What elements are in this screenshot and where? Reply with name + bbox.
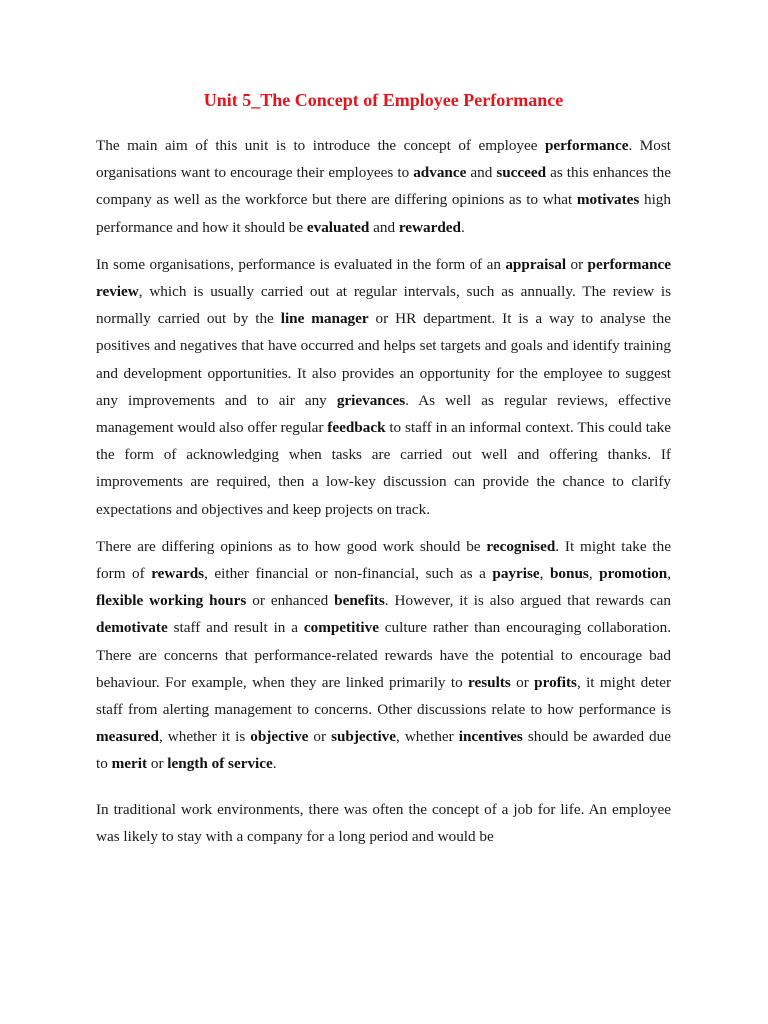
text-run: . (272, 755, 277, 773)
text-run: . Most organisations want to encourage their employees to (96, 137, 671, 182)
text-run: culture rather than encouraging collaboration. There are concerns that performance-related rewards have the potential to encourage bad behaviour. For example, when they are linked primarily to (96, 619, 672, 691)
text-run: There are differing opinions as to how good work should be (96, 537, 487, 555)
bold-term: rewards (151, 565, 205, 583)
text-run: The main aim of this unit is to introduce the concept of employee (96, 137, 545, 154)
bold-term: promotion (599, 565, 668, 583)
bold-term: flexible working hours (96, 592, 247, 610)
bold-term: payrise (492, 565, 540, 583)
bold-term: demotivate (96, 619, 168, 637)
bold-term: appraisal (505, 255, 567, 273)
bold-term: performance review (96, 255, 672, 301)
bold-term: bonus (549, 565, 589, 583)
text-run: as this enhances the company as well as the workforce but there are differing opinions as to what (96, 164, 671, 209)
text-run: or HR department. It is a way to analyse the positives and negatives that have occurred and helps set targets and goals and identify training and development opportunities. It also provides an opportunity for the employee to suggest any improvements and to air any (96, 310, 671, 409)
text-run: staff and result in a (167, 619, 304, 637)
paragraph-appraisal (96, 251, 671, 523)
bold-term: evaluated (306, 218, 370, 236)
bold-term: performance (544, 137, 629, 154)
text-run: . It might take the form of (96, 537, 671, 583)
bold-term: rewarded (398, 218, 461, 236)
text-run: , (667, 565, 672, 583)
text-run: and (369, 218, 399, 236)
bold-term: competitive (303, 619, 379, 637)
text-run: , whether (396, 728, 459, 746)
text-run: or (308, 728, 332, 746)
text-run: . As well as regular reviews, effective management would also offer regular (96, 391, 671, 437)
bold-term: benefits (334, 592, 385, 610)
text-run: , either financial or non-financial, such as a (204, 565, 493, 583)
text-run: high performance and how it should be (96, 191, 671, 236)
text-run: , (588, 565, 600, 583)
bold-term: incentives (458, 728, 523, 746)
bold-term: grievances (336, 391, 406, 409)
bold-term: length of service (167, 755, 273, 773)
text-run: and (466, 164, 497, 182)
text-run: , which is usually carried out at regular intervals, such as annually. The review is normally carried out by the (96, 283, 671, 328)
text-run: should be awarded due to (96, 728, 671, 773)
text-run: , it might deter staff from alerting management to concerns. Other discussions relate to how performance is (96, 673, 672, 719)
text-run: . However, it is also argued that rewards can (384, 592, 671, 610)
bold-term: merit (111, 755, 148, 773)
paragraph-job-for-life (96, 796, 671, 850)
text-run: . (461, 218, 465, 236)
bold-term: feedback (327, 419, 386, 437)
text-run: , (539, 565, 550, 583)
bold-term: results (468, 673, 511, 691)
bold-term: profits (534, 673, 577, 691)
text-run: In some organisations, performance is evaluated in the form of an (96, 255, 506, 273)
text-run: , whether it is (159, 728, 251, 746)
bold-term: subjective (331, 728, 397, 746)
text-run: In traditional work environments, there was often the concept of a job for life. An employee was likely to stay with a company for a long period and would be (96, 800, 671, 845)
bold-term: recognised (486, 537, 556, 555)
bold-term: advance (413, 164, 467, 182)
text-run: or (566, 255, 588, 273)
document-title: Unit 5_The Concept of Employee Performance (203, 90, 564, 110)
bold-term: motivates (576, 191, 640, 209)
paragraph-rewards (96, 533, 671, 778)
text-run: or enhanced (246, 592, 335, 610)
bold-term: succeed (496, 164, 547, 182)
bold-term: measured (96, 728, 159, 746)
text-run: or (510, 673, 535, 691)
bold-term: line manager (280, 310, 369, 328)
text-run: or (147, 755, 168, 773)
paragraph-intro (96, 132, 671, 241)
text-run: to staff in an informal context. This could take the form of acknowledging when tasks are carried out well and offering thanks. If improvements are required, then a low-key discussion can provide the chance to clarify expectations and objectives and keep projects on track. (96, 419, 671, 518)
bold-term: objective (250, 728, 309, 746)
